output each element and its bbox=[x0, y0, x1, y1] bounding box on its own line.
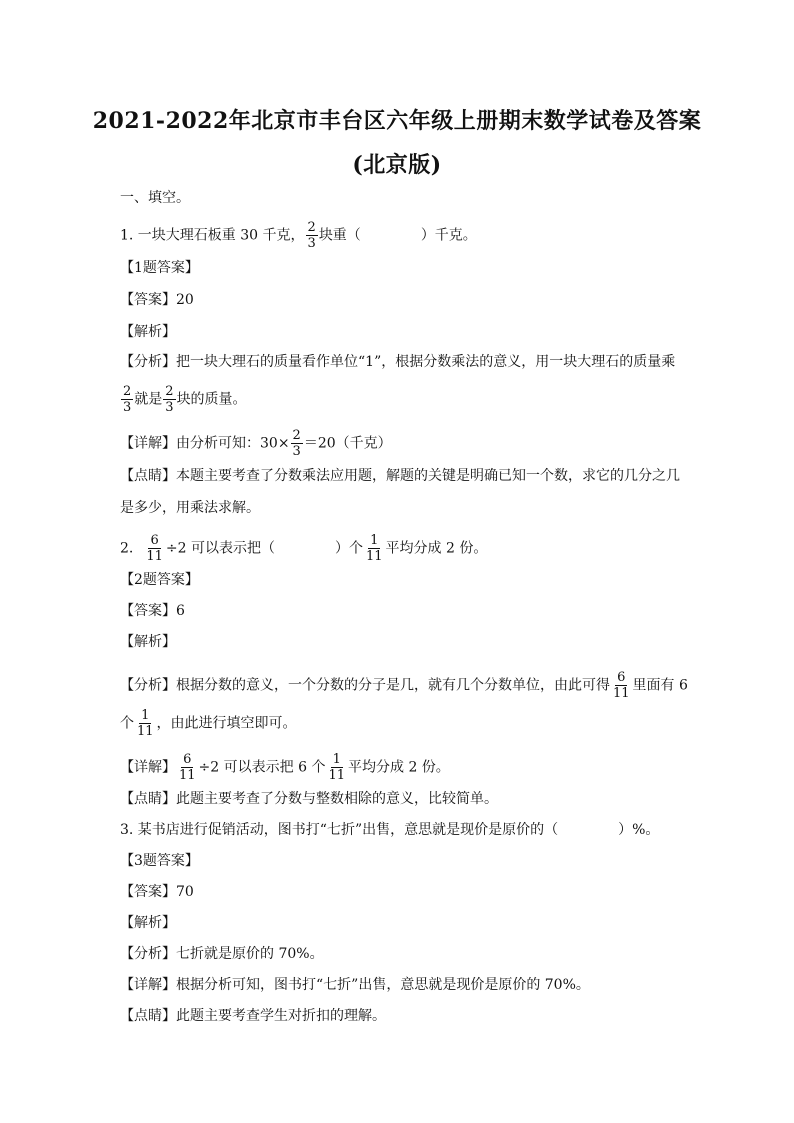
fraction: $\frac{6}{11}$ bbox=[179, 752, 196, 783]
detail-solution: 【详解】 $\frac{6}{11}$ ÷2 可以表示把 6 个 $\frac{1}{11}$ 平均分成 2 份。 bbox=[120, 752, 450, 783]
key-point: 【点睛】本题主要考查了分数乘法应用题，解题的关键是明确已知一个数，求它的几分之几 bbox=[120, 468, 680, 484]
analysis-text-cont: 个 $\frac{1}{11}$ ，由此进行填空即可。 bbox=[120, 708, 297, 739]
analysis-text: 【分析】七折就是原价的 70%。 bbox=[120, 946, 324, 962]
detail-solution: 【详解】由分析可知：30× $\frac{2}{3}$ ＝20（千克） bbox=[120, 428, 392, 459]
detail-solution: 【详解】根据分析可知，图书打“七折”出售，意思就是现价是原价的 70%。 bbox=[120, 977, 590, 993]
q1-prefix: 1. 一块大理石板重 30 千克， bbox=[120, 227, 305, 244]
key-point-cont: 是多少，用乘法求解。 bbox=[120, 500, 260, 516]
analysis-text: 【分析】把一块大理石的质量看作单位“1”，根据分数乘法的意义，用一块大理石的质量乘 bbox=[120, 354, 676, 370]
answer: 【答案】70 bbox=[120, 884, 194, 900]
fraction: $\frac{1}{11}$ bbox=[137, 708, 154, 739]
analysis-text-cont: $\frac{2}{3}$ 就是 $\frac{2}{3}$ 块的质量。 bbox=[123, 384, 247, 415]
analysis-label: 【解析】 bbox=[120, 634, 176, 650]
fraction: $\frac{2}{3}$ bbox=[123, 384, 132, 415]
analysis-label: 【解析】 bbox=[120, 324, 176, 340]
question-1 bbox=[120, 220, 477, 251]
fraction: $\frac{1}{11}$ bbox=[366, 533, 383, 564]
question-3: 3. 某书店进行促销活动，图书打“七折”出售，意思就是现价是原价的（ ）%。 bbox=[120, 822, 660, 838]
answer: 【答案】20 bbox=[120, 292, 194, 308]
answer-header: 【1题答案】 bbox=[120, 260, 199, 276]
analysis-text: 【分析】根据分数的意义，一个分数的分子是几，就有几个分数单位，由此可得 $\frac{6}{11}$ 里面有 6 bbox=[120, 670, 688, 701]
fraction: $\frac{2}{3}$ bbox=[307, 220, 316, 251]
document-title: 2021-2022年北京市丰台区六年级上册期末数学试卷及答案 bbox=[92, 108, 702, 134]
fraction: $\frac{1}{11}$ bbox=[328, 752, 345, 783]
q1-mid: 块重（ bbox=[318, 227, 361, 244]
question-2: 2. $\frac{6}{11}$ ÷2 可以表示把（ ）个 $\frac{1}{11}$ 平均分成 2 份。 bbox=[120, 533, 488, 564]
fraction: $\frac{2}{3}$ bbox=[165, 384, 174, 415]
fraction: $\frac{2}{3}$ bbox=[292, 428, 301, 459]
document-subtitle: (北京版) bbox=[352, 152, 442, 178]
key-point: 【点睛】此题主要考查了分数与整数相除的意义，比较简单。 bbox=[120, 791, 498, 807]
fraction: $\frac{6}{11}$ bbox=[613, 670, 630, 701]
q1-end: ）千克。 bbox=[420, 227, 477, 244]
answer: 【答案】6 bbox=[120, 603, 185, 619]
fraction: $\frac{6}{11}$ bbox=[146, 533, 163, 564]
section-heading: 一、填空。 bbox=[120, 190, 190, 206]
answer-header: 【2题答案】 bbox=[120, 572, 199, 588]
analysis-label: 【解析】 bbox=[120, 915, 176, 931]
key-point: 【点睛】此题主要考查学生对折扣的理解。 bbox=[120, 1008, 386, 1024]
answer-header: 【3题答案】 bbox=[120, 853, 199, 869]
